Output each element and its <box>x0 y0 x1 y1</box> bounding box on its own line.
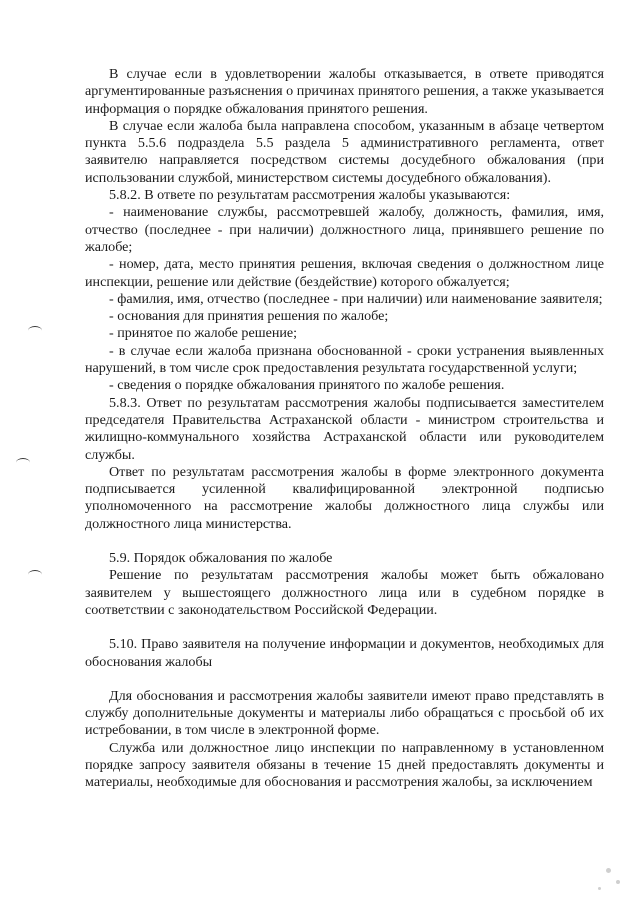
list-item: - в случае если жалоба признана обоснованной - сроки устранения выявленных нарушений, в том числе срок предоставления результата государственной услуги; <box>85 342 604 377</box>
section-heading: 5.9. Порядок обжалования по жалобе <box>109 550 333 567</box>
paragraph: Решение по результатам рассмотрения жалобы может быть обжаловано заявителем у вышестоящего должностного лица или в судебном порядке в соответствии с законодательством Российской Федерации. <box>85 567 604 618</box>
scan-speck <box>606 868 611 873</box>
list-item: - сведения о порядке обжалования принятого по жалобе решения. <box>109 377 505 394</box>
list-item: - номер, дата, место принятия решения, включая сведения о должностном лице инспекции, решение или действие (бездействие) которого обжалуется; <box>85 256 604 290</box>
punch-hole-mark <box>28 570 42 579</box>
punch-hole-mark <box>16 458 30 467</box>
spacer <box>85 533 604 550</box>
scan-speck <box>616 880 620 884</box>
list-item: - фамилия, имя, отчество (последнее - при наличии) или наименование заявителя; <box>109 290 603 307</box>
paragraph: 5.8.3. Ответ по результатам рассмотрения жалобы подписывается заместителем председателя Правительства Астраханской области - министром строительства и жилищно-коммунального хозяйства Астраханской области или руководителем службы. <box>85 394 604 463</box>
document-body <box>85 66 604 792</box>
paragraph: Ответ по результатам рассмотрения жалобы в форме электронного документа подписывается усиленной квалифицированной электронной подписью уполномоченного на рассмотрение жалобы должностного лица службы или должностного лица министерства. <box>85 463 604 532</box>
spacer <box>85 619 604 636</box>
paragraph: 5.8.2. В ответе по результатам рассмотрения жалобы указываются: <box>109 187 511 204</box>
paragraph: В случае если в удовлетворении жалобы отказывается, в ответе приводятся аргументированные разъяснения о причинах принятого решения, а также указывается информация о порядке обжалования принятого решения. <box>85 66 604 117</box>
list-item: - принятое по жалобе решение; <box>109 325 298 342</box>
scan-speck <box>598 887 601 890</box>
paragraph: Служба или должностное лицо инспекции по направленному в установленном порядке запросу заявителя обязаны в течение 15 дней предоставлять документы и материалы, необходимые для обоснования и рассмотрения жалобы, за исключением <box>85 739 604 791</box>
spacer <box>85 671 604 688</box>
punch-hole-mark <box>28 326 42 335</box>
section-heading: 5.10. Право заявителя на получение информации и документов, необходимых для обоснования жалобы <box>85 636 604 670</box>
list-item: - основания для принятия решения по жалобе; <box>109 308 389 325</box>
list-item: - наименование службы, рассмотревшей жалобу, должность, фамилия, имя, отчество (последнее - при наличии) должностного лица, принявшего решение по жалобе; <box>85 204 604 255</box>
paragraph: В случае если жалоба была направлена способом, указанным в абзаце четвертом пункта 5.5.6 подраздела 5.5 раздела 5 административного регламента, ответ заявителю направляется посредством системы досудебного обжалования (при использовании службой, министерством системы досудебного обжалования). <box>85 117 604 186</box>
paragraph: Для обоснования и рассмотрения жалобы заявители имеют право представлять в службу дополнительные документы и материалы либо обращаться с просьбой об их истребовании, в том числе в электронной форме. <box>85 687 604 739</box>
